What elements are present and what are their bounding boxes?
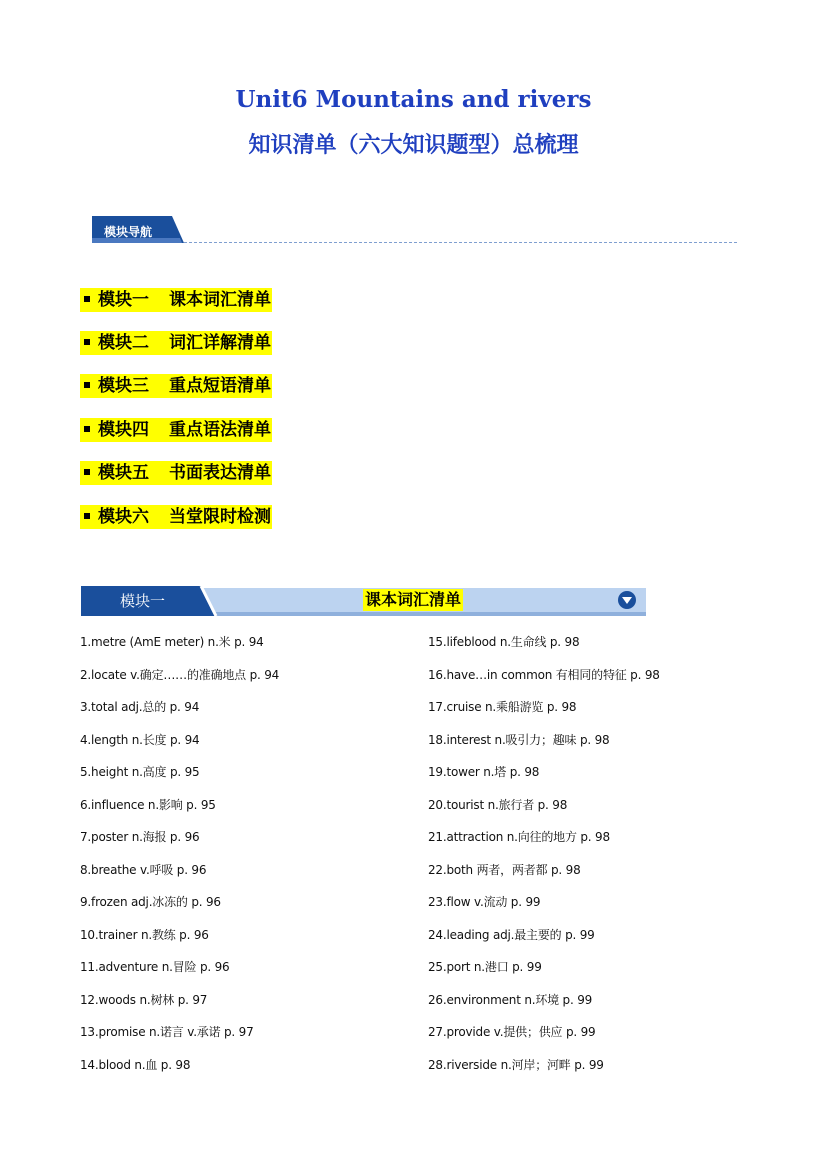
- module-item[interactable]: 模块五 书面表达清单: [80, 461, 272, 485]
- nav-tab-label: 模块导航: [104, 225, 153, 239]
- bullet-icon: [84, 469, 90, 475]
- bullet-icon: [84, 339, 90, 345]
- vocab-item: 23.flow v.流动 p. 99: [428, 895, 541, 909]
- vocab-item: 14.blood n.血 p. 98: [80, 1058, 191, 1072]
- page-subtitle: 知识清单（六大知识题型）总梳理: [248, 132, 579, 158]
- nav-divider: [184, 242, 737, 243]
- vocab-item: 24.leading adj.最主要的 p. 99: [428, 928, 595, 942]
- vocab-item: 2.locate v.确定……的准确地点 p. 94: [80, 668, 280, 682]
- vocab-item: 16.have…in common 有相同的特征 p. 98: [428, 668, 660, 682]
- vocab-item: 18.interest n.吸引力；趣味 p. 98: [428, 733, 610, 747]
- module-item[interactable]: 模块六 当堂限时检测: [80, 505, 272, 529]
- vocab-item: 5.height n.高度 p. 95: [80, 765, 200, 779]
- module-item[interactable]: 模块三 重点短语清单: [80, 374, 272, 398]
- vocab-item: 22.both 两者，两者都 p. 98: [428, 863, 581, 877]
- vocab-item: 7.poster n.海报 p. 96: [80, 830, 200, 844]
- vocab-item: 26.environment n.环境 p. 99: [428, 993, 593, 1007]
- bullet-icon: [84, 426, 90, 432]
- section-left-label: 模块一: [120, 592, 166, 610]
- vocab-item: 8.breathe v.呼吸 p. 96: [80, 863, 207, 877]
- vocab-item: 19.tower n.塔 p. 98: [428, 765, 540, 779]
- bullet-icon: [84, 382, 90, 388]
- vocab-item: 28.riverside n.河岸；河畔 p. 99: [428, 1058, 604, 1072]
- vocab-item: 6.influence n.影响 p. 95: [80, 798, 216, 812]
- bullet-icon: [84, 296, 90, 302]
- module-item[interactable]: 模块一 课本词汇清单: [80, 288, 272, 312]
- bullet-icon: [84, 513, 90, 519]
- vocab-item: 27.provide v.提供；供应 p. 99: [428, 1025, 596, 1039]
- vocab-item: 12.woods n.树林 p. 97: [80, 993, 208, 1007]
- vocab-item: 25.port n.港口 p. 99: [428, 960, 542, 974]
- section-title: 课本词汇清单: [365, 590, 462, 609]
- vocab-item: 17.cruise n.乘船游览 p. 98: [428, 700, 577, 714]
- vocab-item: 20.tourist n.旅行者 p. 98: [428, 798, 568, 812]
- vocab-item: 3.total adj.总的 p. 94: [80, 700, 200, 714]
- module-item[interactable]: 模块四 重点语法清单: [80, 418, 272, 442]
- module-item[interactable]: 模块二 词汇详解清单: [80, 331, 272, 355]
- vocab-item: 4.length n.长度 p. 94: [80, 733, 200, 747]
- vocab-item: 11.adventure n.冒险 p. 96: [80, 960, 230, 974]
- vocab-item: 21.attraction n.向往的地方 p. 98: [428, 830, 610, 844]
- vocab-item: 15.lifeblood n.生命线 p. 98: [428, 635, 580, 649]
- vocab-item: 9.frozen adj.冰冻的 p. 96: [80, 895, 221, 909]
- page-title: Unit6 Mountains and rivers: [235, 86, 592, 113]
- chevron-down-circle-icon[interactable]: [618, 591, 638, 611]
- vocab-item: 13.promise n.诺言 v.承诺 p. 97: [80, 1025, 254, 1039]
- vocab-item: 10.trainer n.教练 p. 96: [80, 928, 209, 942]
- vocab-item: 1.metre (AmE meter) n.米 p. 94: [80, 635, 264, 649]
